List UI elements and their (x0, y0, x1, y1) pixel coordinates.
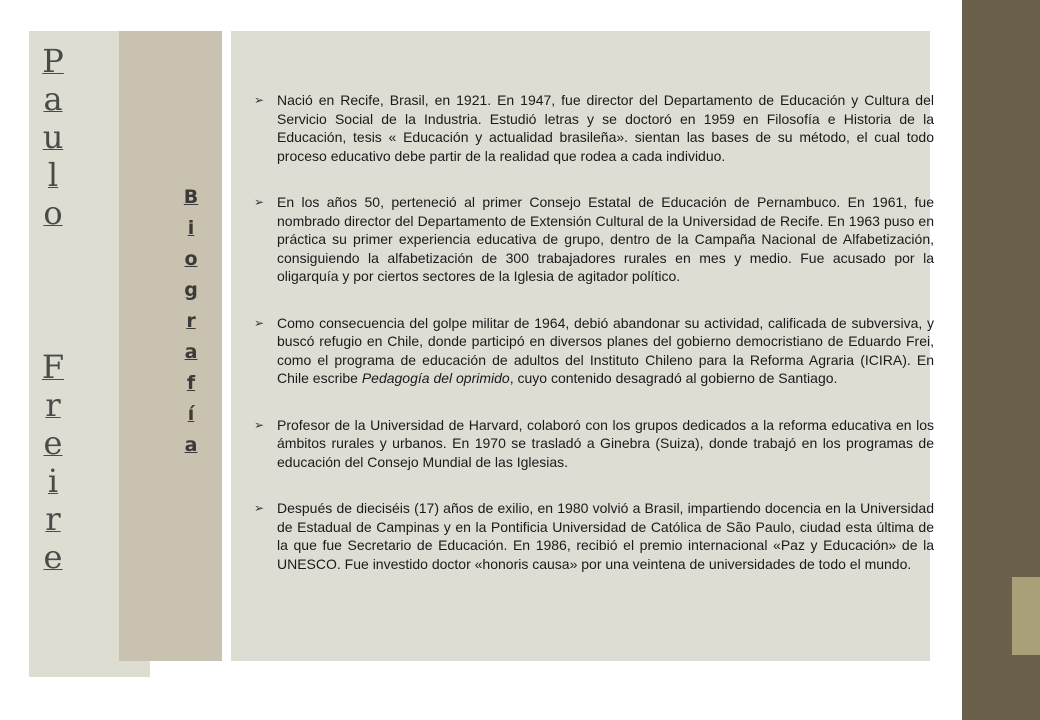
section-label-letter: r (186, 310, 196, 332)
title-letter: o (43, 194, 63, 232)
title-letter: r (45, 500, 61, 538)
section-label-panel (119, 31, 222, 661)
bullet-text: Después de dieciséis (17) años de exilio, en 1980 volvió a Brasil, impartiendo docencia en la Universidad de Estadual de Campinas y en la Pontificia Universidad de Católica de São Paulo, ciudad esta última de la que fue Secretario de Educación. En 1986, recibió el premio internacional «Paz y Educación» de la UNESCO. Fue investido doctor «honoris causa» por una veintena de universidades de todo el mundo. (277, 500, 934, 572)
section-label-letter: g (184, 279, 198, 301)
bullet-text-part: , cuyo contenido desagradó al gobierno de Santiago. (509, 370, 838, 386)
title-letter: F (41, 348, 65, 386)
section-label-letter: f (186, 372, 196, 394)
title-letter: u (42, 118, 64, 156)
section-label-letter: a (184, 341, 198, 363)
right-accent-block (1012, 577, 1040, 655)
bullet-text (277, 314, 934, 388)
biography-list (254, 91, 934, 601)
title-letter: a (43, 80, 63, 118)
section-label-letter: a (184, 434, 198, 456)
arrow-bullet-icon: ➢ (254, 195, 265, 209)
section-label-letter: B (183, 186, 199, 208)
arrow-bullet-icon: ➢ (254, 93, 265, 107)
section-label-letter: í (187, 403, 195, 425)
section-label-letter: o (184, 248, 198, 270)
bullet-text: Profesor de la Universidad de Harvard, colaboró con los grupos dedicados a la reforma educativa en los ámbitos rurales y urbanos. En 1970 se trasladó a Ginebra (Suiza), donde trabajó en los programas de educación del Consejo Mundial de las Iglesias. (277, 416, 934, 470)
title-letter: e (43, 538, 63, 576)
title-letter: r (45, 386, 61, 424)
bullet-text: En los años 50, perteneció al primer Consejo Estatal de Educación de Pernambuco. En 1961, fue nombrado director del Departamento de Extensión Cultural de la Universidad de Recife. En 1963 puso en práctica su primer experiencia educativa de grupo, dentro de la Campaña Nacional de Alfabetización, consiguiendo la alfabetización de 300 trabajadores rurales en mes y medio. Fue acusado por la oligarquía y por ciertos sectores de la Iglesia de agitador político. (277, 194, 934, 284)
list-item (254, 314, 934, 388)
arrow-bullet-icon: ➢ (254, 501, 265, 515)
title-letter: i (47, 462, 59, 500)
section-label-letter: i (187, 217, 195, 239)
title-letter: e (43, 424, 63, 462)
title-letter: l (47, 156, 59, 194)
bullet-text: Nació en Recife, Brasil, en 1921. En 1947, fue director del Departamento de Educación y Cultura del Servicio Social de la Industria. Estudió letras y se doctoró en 1959 en Filosofía e Historia de la Educación, tesis « Educación y actualidad brasileña». sientan las bases de su método, el cual todo proceso educativo debe partir de la realidad que rodea a cada individuo. (277, 92, 934, 164)
vertical-section-label (176, 182, 206, 461)
arrow-bullet-icon: ➢ (254, 315, 265, 330)
list-item (254, 499, 934, 573)
vertical-title (37, 42, 69, 576)
list-item (254, 416, 934, 472)
list-item (254, 91, 934, 165)
title-letter: P (42, 42, 64, 80)
arrow-bullet-icon: ➢ (254, 417, 265, 432)
list-item (254, 193, 934, 286)
bullet-text-part: Como consecuencia del golpe militar de 1964, debió abandonar su actividad, calificada de subversiva, y buscó refugio en Chile, donde participó en diversos planes del gobierno democristiano de Eduardo Frei, como el programa de educación de adultos del Instituto Chileno para la Reforma Agraria (ICIRA). En Chile escribe (277, 314, 934, 386)
book-title: Pedagogía del oprimido (361, 370, 510, 386)
